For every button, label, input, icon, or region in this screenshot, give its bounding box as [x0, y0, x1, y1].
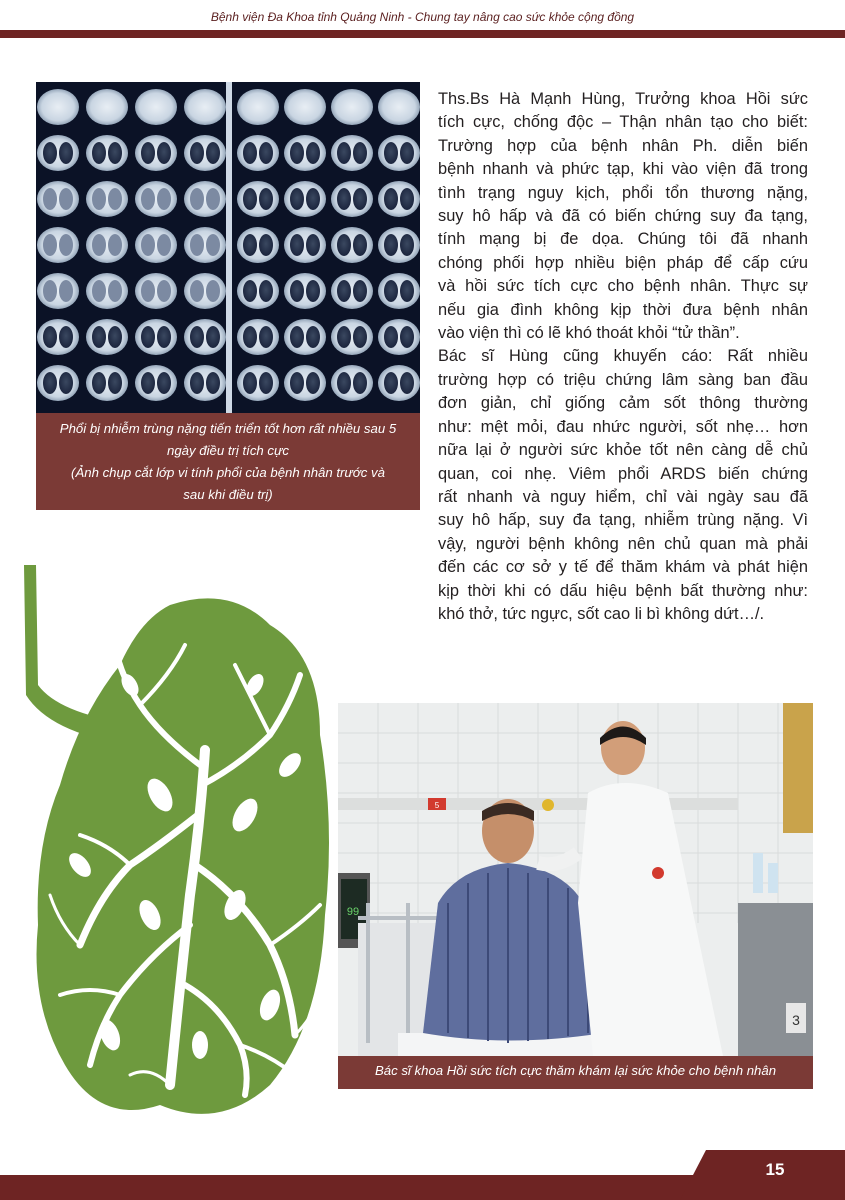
ct-lung: [206, 280, 220, 302]
ct-slice: [37, 89, 79, 125]
ct-lung: [157, 326, 171, 348]
ct-lung: [59, 234, 73, 256]
ct-lung: [259, 372, 273, 394]
ct-lung: [306, 280, 320, 302]
ct-lung: [190, 326, 204, 348]
text-line: chóng phối hợp nhiều biện pháp để cấp cứu: [438, 253, 808, 272]
ct-lung: [92, 188, 106, 210]
ct-lung: [43, 326, 57, 348]
ct-lung: [337, 234, 351, 256]
ct-lung: [384, 326, 398, 348]
ct-lung: [353, 188, 367, 210]
ct-lung: [141, 372, 155, 394]
ct-lung: [243, 372, 257, 394]
ct-lung: [259, 234, 273, 256]
ct-lung: [306, 326, 320, 348]
ct-scan-caption: [42, 418, 414, 506]
ct-lung: [108, 326, 122, 348]
ct-lung: [337, 372, 351, 394]
text-line: kịp thời khi có dấu hiệu bệnh bất thường như:: [438, 581, 808, 600]
text-line: quan, coi nhẹ. Viêm phổi ARDS biến chứng: [438, 464, 808, 483]
ct-lung: [306, 372, 320, 394]
ct-lung: [141, 280, 155, 302]
text-line: suy hô hấp, suy đa tạng, nhiễm trùng nặng. Vì: [438, 511, 808, 530]
ct-lung: [290, 234, 304, 256]
ct-lung: [259, 188, 273, 210]
ct-lung: [92, 372, 106, 394]
text-line: nếu gia đình không kịp thời đưa bệnh nhân: [438, 300, 808, 319]
ct-lung: [290, 280, 304, 302]
monitor-value: 99: [346, 906, 360, 918]
page-number: 15: [765, 1160, 785, 1179]
ct-lung: [259, 326, 273, 348]
ct-lung: [59, 326, 73, 348]
ct-slice: [86, 89, 128, 125]
ct-lung: [400, 188, 414, 210]
ct-lung: [43, 188, 57, 210]
ct-lung: [141, 188, 155, 210]
text-line: Ths.Bs Hà Mạnh Hùng, Trưởng khoa Hồi sức: [438, 90, 808, 108]
ct-lung: [141, 234, 155, 256]
ct-lung: [353, 372, 367, 394]
article-body: [438, 88, 808, 626]
text-line: trường hợp có triệu chứng lâm sàng ban đầu: [438, 370, 808, 389]
text-line: vào viện thì có lẽ khó thoát khỏi “tử thần”.: [438, 324, 740, 343]
ct-lung: [353, 326, 367, 348]
caption-line: ngày điều trị tích cực: [167, 443, 289, 458]
header-bar: [0, 30, 845, 38]
ct-slice: [184, 89, 226, 125]
ct-lung: [92, 142, 106, 164]
ct-lung: [337, 280, 351, 302]
ct-lung: [206, 188, 220, 210]
ct-lung: [306, 142, 320, 164]
lung-tree-illustration: [20, 565, 340, 1135]
ct-lung: [43, 234, 57, 256]
photo-caption: Bác sĩ khoa Hồi sức tích cực thăm khám lại sức khỏe cho bệnh nhân: [374, 1063, 777, 1078]
text-line: bệnh nhanh và phức tạp, khi vào viện đã trong: [438, 160, 808, 179]
ct-lung: [92, 234, 106, 256]
text-line: tính mạng bị đe dọa. Chúng tôi đã nhanh: [438, 230, 808, 249]
ct-lung: [43, 372, 57, 394]
text-line: Bác sĩ Hùng cũng khuyến cáo: Rất nhiều: [438, 347, 808, 366]
caption-line: (Ảnh chụp cắt lớp vi tính phổi của bệnh nhân trước và: [71, 465, 385, 480]
ct-lung: [141, 326, 155, 348]
ct-slice: [331, 89, 373, 125]
ct-lung: [384, 188, 398, 210]
ct-lung: [141, 142, 155, 164]
doctor-patient-figure: [338, 703, 813, 1089]
text-line: tình trạng nguy kịch, phổi tổn thương nặng,: [438, 183, 808, 202]
ct-lung: [353, 280, 367, 302]
ct-lung: [92, 280, 106, 302]
ct-lung: [157, 188, 171, 210]
ct-lung: [259, 142, 273, 164]
text-line: và hồi sức tích cực cho bệnh nhân. Thực sự: [438, 277, 808, 296]
ct-lung: [108, 234, 122, 256]
ct-lung: [108, 142, 122, 164]
text-line: suy hô hấp và đã có biến chứng suy đa tạng,: [438, 207, 808, 226]
ct-lung: [59, 372, 73, 394]
ct-lung: [59, 188, 73, 210]
text-line: tích cực, chống độc – Thận nhân tạo cho biết:: [438, 113, 808, 132]
bed-number: 3: [792, 1012, 800, 1028]
ct-lung: [108, 280, 122, 302]
doctor-patient-photo: [338, 703, 813, 1056]
ct-lung: [290, 372, 304, 394]
ct-lung: [190, 234, 204, 256]
ct-lung: [337, 142, 351, 164]
running-header: Bệnh viện Đa Khoa tỉnh Quảng Ninh - Chung tay nâng cao sức khỏe cộng đồng: [210, 10, 635, 24]
ct-lung: [243, 234, 257, 256]
ct-lung: [243, 188, 257, 210]
ct-lung: [243, 326, 257, 348]
ct-lung: [243, 280, 257, 302]
ct-lung: [306, 234, 320, 256]
ct-lung: [337, 326, 351, 348]
ct-lung: [206, 326, 220, 348]
text-line: khó thở, tức ngực, sốt cao li bì không dứt…/.: [438, 604, 765, 623]
ct-lung: [353, 142, 367, 164]
ct-lung: [108, 188, 122, 210]
text-line: vậy, người bệnh không nên chủ quan mà phải: [438, 534, 808, 553]
text-line: nữa lại ở người sức khỏe tốt nên càng dễ chủ: [438, 441, 808, 460]
ct-scan-figure: [36, 82, 420, 510]
ct-lung: [43, 280, 57, 302]
caption-line: sau khi điều trị): [183, 487, 273, 502]
ct-lung: [206, 142, 220, 164]
caption-line: Phổi bị nhiễm trùng nặng tiến triển tốt hơn rất nhiều sau 5: [59, 421, 397, 436]
ct-slice: [135, 89, 177, 125]
ct-lung: [157, 142, 171, 164]
text-line: rất nhanh và nguy hiểm, chỉ vài ngày sau đã: [438, 487, 808, 506]
ct-lung: [157, 234, 171, 256]
ct-lung: [92, 326, 106, 348]
ct-scan-image: [36, 82, 420, 413]
ct-slice: [237, 89, 279, 125]
ct-lung: [59, 142, 73, 164]
ct-lung: [337, 188, 351, 210]
ct-lung: [108, 372, 122, 394]
ct-lung: [400, 280, 414, 302]
ct-lung: [157, 372, 171, 394]
ct-lung: [157, 280, 171, 302]
paragraph-1: [438, 88, 808, 345]
text-line: Trường hợp của bệnh nhân Ph. diễn biến: [438, 136, 808, 155]
ct-lung: [384, 280, 398, 302]
ct-lung: [59, 280, 73, 302]
paragraph-2: [438, 345, 808, 626]
ct-lung: [243, 142, 257, 164]
ct-slice: [378, 89, 420, 125]
ct-lung: [190, 142, 204, 164]
ct-lung: [190, 280, 204, 302]
ct-lung: [384, 234, 398, 256]
ct-lung: [43, 142, 57, 164]
ct-lung: [400, 326, 414, 348]
ct-lung: [353, 234, 367, 256]
ct-lung: [190, 188, 204, 210]
ct-lung: [306, 188, 320, 210]
ct-lung: [384, 142, 398, 164]
text-line: như: mệt mỏi, đau nhức người, sốt nhẹ… hơn: [438, 417, 808, 436]
ct-lung: [206, 372, 220, 394]
ct-lung: [290, 326, 304, 348]
ct-lung: [290, 188, 304, 210]
wall-label: 5: [434, 801, 440, 810]
ct-lung: [190, 372, 204, 394]
ct-lung: [290, 142, 304, 164]
ct-slice: [284, 89, 326, 125]
ct-lung: [384, 372, 398, 394]
ct-lung: [400, 142, 414, 164]
ct-lung: [400, 234, 414, 256]
text-line: đến các cơ sở y tế để thăm khám và phát hiện: [438, 558, 808, 577]
ct-lung: [206, 234, 220, 256]
text-line: đơn giản, chỉ giống cảm sốt thông thường: [438, 394, 808, 413]
ct-lung: [400, 372, 414, 394]
ct-lung: [259, 280, 273, 302]
